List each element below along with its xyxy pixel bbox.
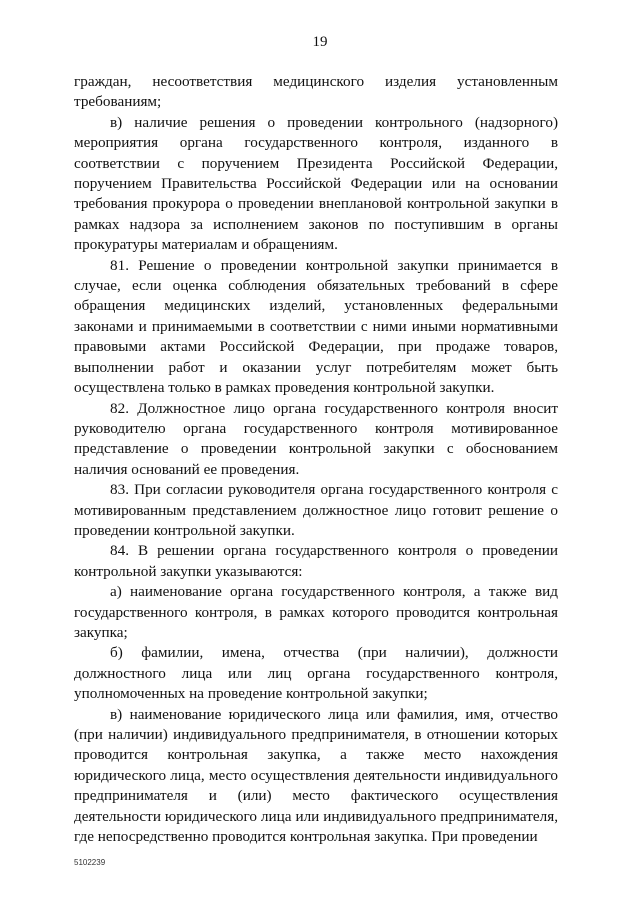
paragraph-81: 81. Решение о проведении контрольной закупки принимается в случае, если оценка соблюдения обязательных требований в сфере обращения медицинских изделий, установленных федеральными законами и принимаемыми в соответствии с ними иными нормативными правовыми актами Российской Федерации, при продаже товаров, выполнении работ и оказании услуг потребителям может быть осуществлена только в рамках проведения контрольной закупки.	[74, 256, 558, 397]
document-code: 5102239	[74, 858, 106, 867]
paragraph-82: 82. Должностное лицо органа государственного контроля вносит руководителю органа государственного контроля мотивированное представление о проведении контрольной закупки с обоснованием наличия оснований ее проведения.	[74, 399, 558, 478]
paragraph-84-item-a: а) наименование органа государственного контроля, а также вид государственного контроля, в рамках которого проводится контрольная закупка;	[74, 583, 558, 641]
document-body	[74, 72, 558, 847]
paragraph-item-v: в) наличие решения о проведении контрольного (надзорного) мероприятия органа государственного контроля, изданного в соответствии с поручением Президента Российской Федерации, поручением Правительства Российской Федерации или на основании требования прокурора о проведении внеплановой контрольной закупки в рамках надзора за исполнением законов по поступившим в органы прокуратуры материалам и обращениям.	[74, 113, 558, 254]
paragraph-84: 84. В решении органа государственного контроля о проведении контрольной закупки указываются:	[74, 542, 558, 580]
paragraph-84-item-b: б) фамилии, имена, отчества (при наличии), должности должностного лица или лиц органа государственного контроля, уполномоченных на проведение контрольной закупки;	[74, 644, 558, 703]
paragraph-continuation: граждан, несоответствия медицинского изделия установленным требованиям;	[74, 73, 558, 111]
paragraph-83: 83. При согласии руководителя органа государственного контроля с мотивированным представлением должностное лицо готовит решение о проведении контрольной закупки.	[74, 481, 558, 539]
paragraph-84-item-v: в) наименование юридического лица или фамилия, имя, отчество (при наличии) индивидуального предпринимателя, в отношении которых проводится контрольная закупка, а также место нахождения юридического лица, место осуществления деятельности индивидуального предпринимателя и (или) место фактического осуществления деятельности юридического лица или индивидуального предпринимателя, где непосредственно проводится контрольная закупка. При проведении	[74, 705, 558, 846]
page-number: 19	[312, 34, 328, 50]
